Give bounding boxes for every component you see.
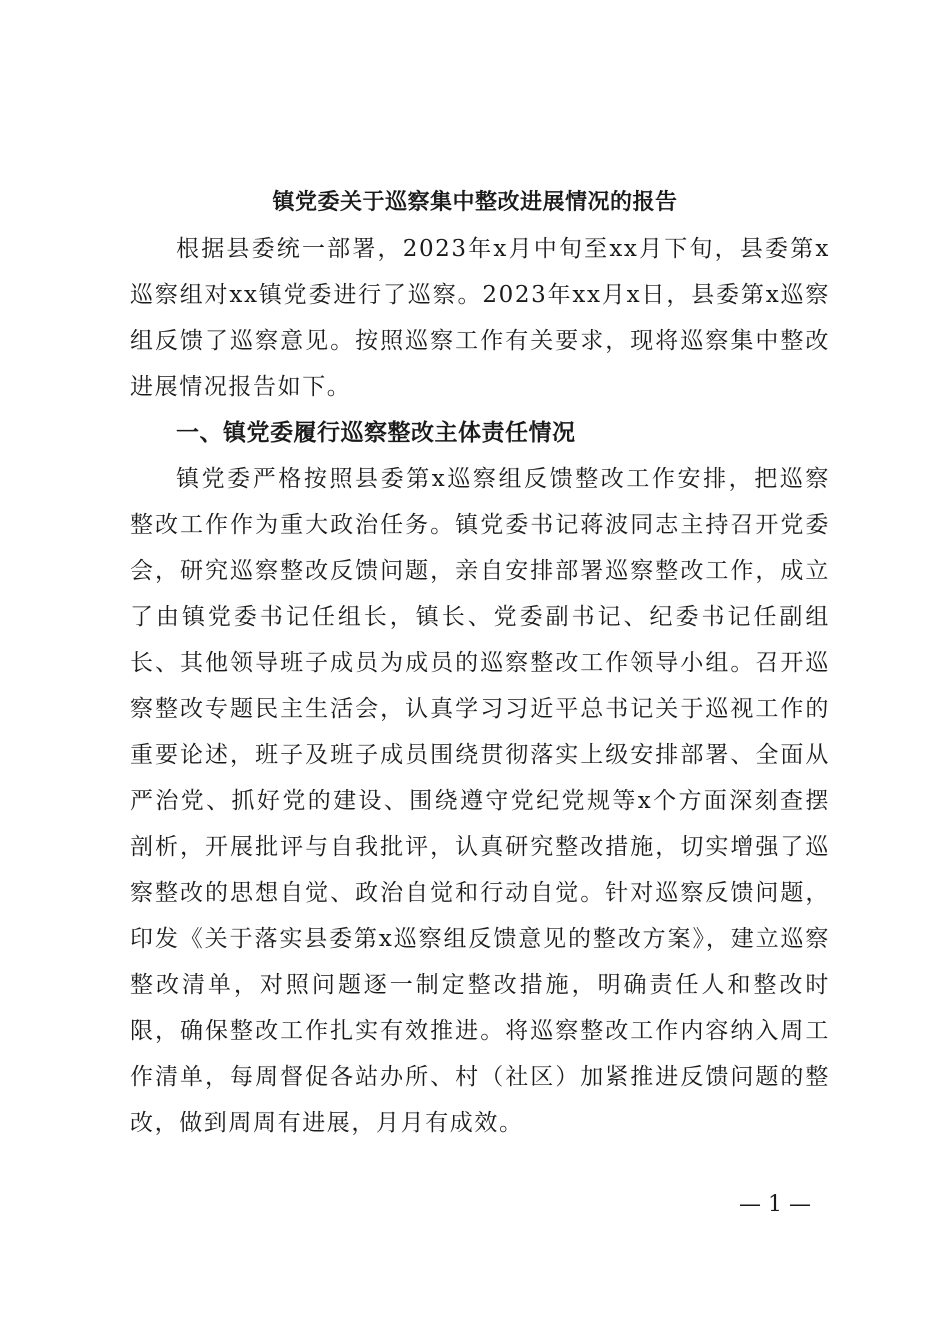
section-paragraph: 镇党委严格按照县委第x巡察组反馈整改工作安排，把巡察整改工作作为重大政治任务。镇党委书记蒋波同志主持召开党委会，研究巡察整改反馈问题，亲自安排部署巡察整改工作，成立了由镇党委书记任组长，镇长、党委副书记、纪委书记任副组长、其他领导班子成员为成员的巡察整改工作领导小组。召开巡察整改专题民主生活会，认真学习习近平总书记关于巡视工作的重要论述，班子及班子成员围绕贯彻落实上级安排部署、全面从严治党、抓好党的建设、围绕遵守党纪党规等x个方面深刻查摆剖析，开展批评与自我批评，认真研究整改措施，切实增强了巡察整改的思想自觉、政治自觉和行动自觉。针对巡察反馈问题，印发《关于落实县委第x巡察组反馈意见的整改方案》，建立巡察整改清单，对照问题逐一制定整改措施，明确责任人和整改时限，确保整改工作扎实有效推进。将巡察整改工作内容纳入周工作清单，每周督促各站办所、村（社区）加紧推进反馈问题的整改，做到周周有进展，月月有成效。 [130, 466, 830, 1136]
document-title: 镇党委关于巡察集中整改进展情况的报告 [272, 189, 678, 215]
document-body [130, 226, 830, 1146]
section-heading: 一、镇党委履行巡察整改主体责任情况 [176, 420, 576, 446]
intro-paragraph: 根据县委统一部署，2023年x月中旬至xx月下旬，县委第x巡察组对xx镇党委进行了巡察。2023年xx月x日，县委第x巡察组反馈了巡察意见。按照巡察工作有关要求，现将巡察集中整改进展情况报告如下。 [130, 236, 830, 400]
page-number: — 1 — [739, 1192, 811, 1217]
